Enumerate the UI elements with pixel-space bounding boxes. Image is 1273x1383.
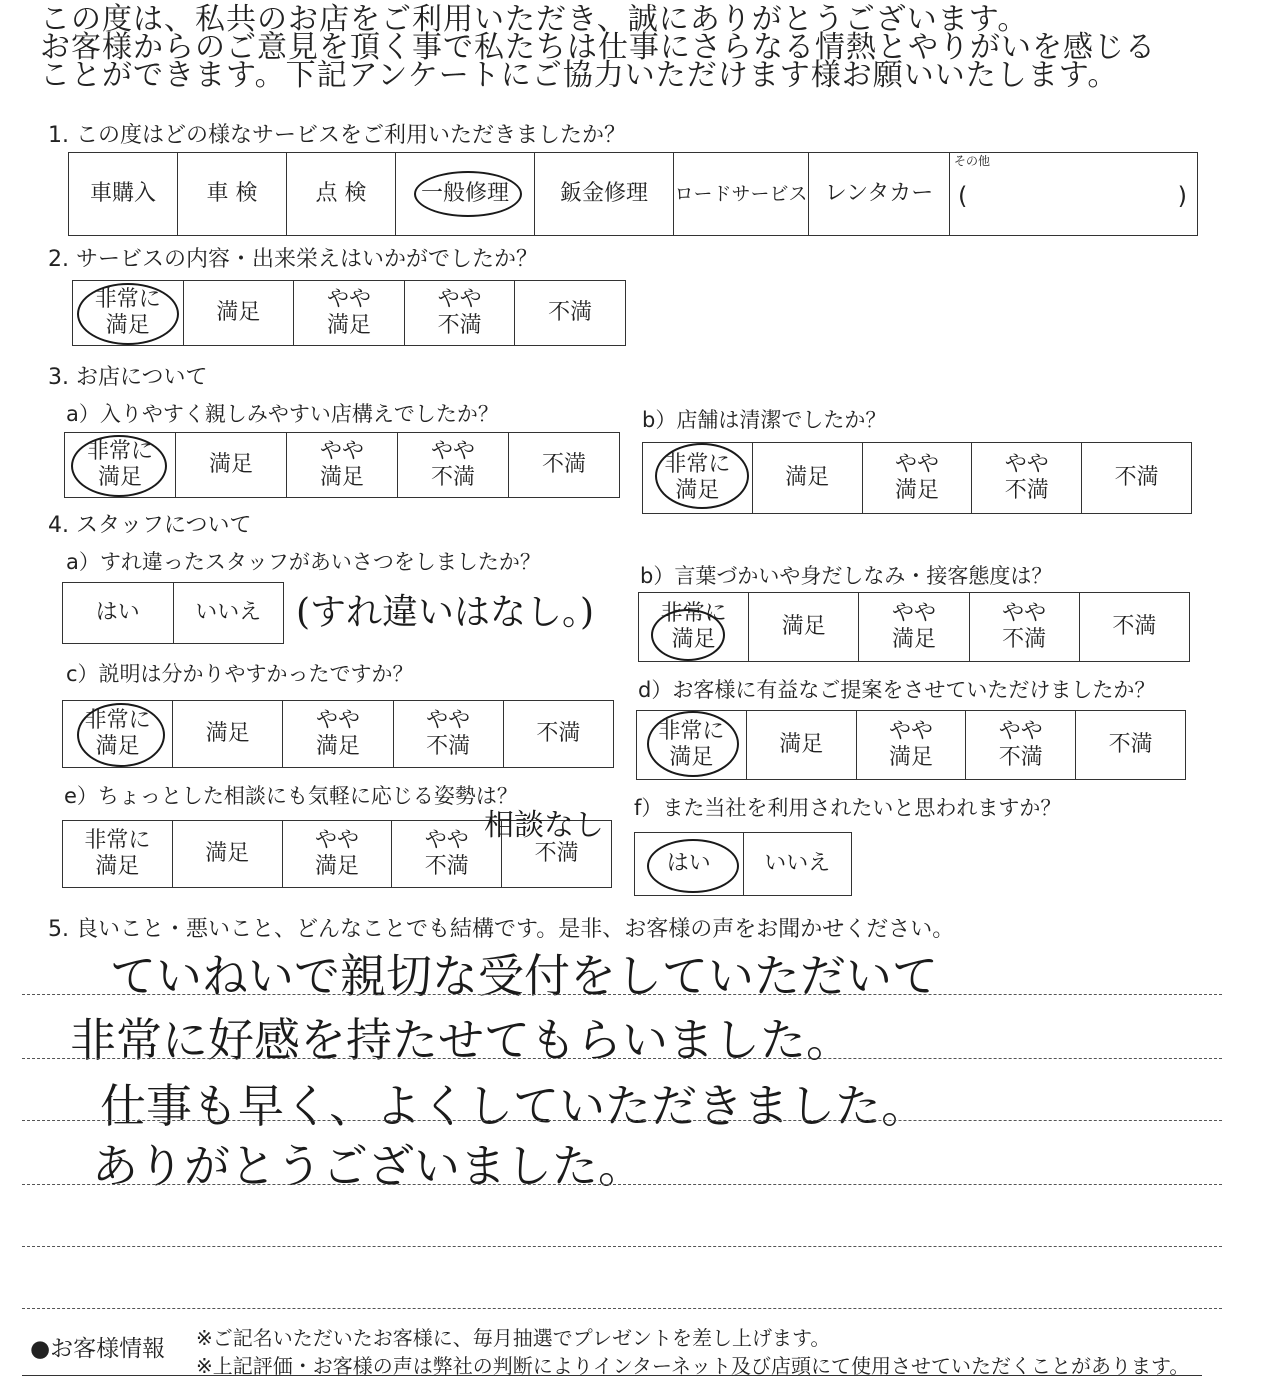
q4d-dissatisfied[interactable]: 不満 — [1076, 711, 1186, 780]
q2-satisfied[interactable]: 満足 — [183, 281, 294, 346]
q4b-dissatisfied[interactable]: 不満 — [1079, 593, 1189, 662]
scale-label: やや — [891, 601, 936, 626]
scale-label: やや — [314, 828, 359, 853]
q4a-options — [62, 582, 284, 644]
q2-very-satisfied[interactable] — [73, 281, 184, 346]
q3b-satisfied[interactable]: 満足 — [752, 443, 862, 514]
scale-label: 非常に — [658, 719, 725, 744]
scale-label: 満足 — [314, 854, 359, 879]
q4f-options — [634, 832, 852, 896]
scale-label: 不満 — [424, 854, 469, 879]
q4b-label: b）言葉づかいや身だしなみ・接客態度は？ — [640, 564, 1053, 588]
q4d-somewhat-satisfied[interactable] — [856, 711, 966, 780]
q4-title: 4. スタッフについて — [48, 513, 252, 538]
q4c-options — [62, 700, 614, 768]
q3-title: 3. お店について — [48, 365, 208, 390]
q3b-label: b）店舗は清潔でしたか？ — [642, 408, 887, 432]
writing-line — [22, 1058, 1222, 1059]
scale-label: やや — [319, 439, 364, 464]
q3b-dissatisfied[interactable]: 不満 — [1082, 443, 1192, 514]
scale-label: 満足 — [105, 313, 150, 338]
scale-label: やや — [998, 719, 1043, 744]
q4d-label: d）お客様に有益なご提案をさせていただけましたか？ — [638, 678, 1156, 702]
q4b-somewhat-satisfied[interactable] — [859, 593, 969, 662]
scale-label: 満足 — [888, 745, 933, 770]
q4b-somewhat-dissatisfied[interactable] — [969, 593, 1079, 662]
scale-label: やや — [426, 708, 471, 733]
scale-label: 非常に — [84, 708, 151, 733]
scale-label: 満足 — [326, 313, 371, 338]
q2-dissatisfied[interactable]: 不満 — [515, 281, 626, 346]
q4a-yes[interactable]: はい — [63, 583, 174, 644]
writing-line — [22, 1308, 1222, 1309]
q4a-label: a）すれ違ったスタッフがあいさつをしましたか？ — [66, 550, 541, 574]
q1-option-road-service[interactable]: ロードサービス — [674, 153, 809, 236]
q4e-satisfied[interactable]: 満足 — [172, 821, 282, 888]
scale-label: 満足 — [319, 465, 364, 490]
q5-title: 5. 良いこと・悪いこと、どんなことでも結構です。是非、お客様の声をお聞かせください。 — [48, 917, 955, 942]
q1-option-check[interactable]: 点 検 — [287, 153, 396, 236]
scale-label: 満足 — [675, 478, 720, 503]
q4d-satisfied[interactable]: 満足 — [746, 711, 856, 780]
q1-other-close: ) — [1177, 182, 1187, 210]
q4a-handwritten-note: (すれ違いはなし。) — [296, 592, 595, 633]
q3a-dissatisfied[interactable]: 不満 — [509, 433, 620, 498]
q4d-very-satisfied[interactable] — [637, 711, 747, 780]
intro-line-1: この度は、私共のお店をご利用いただき、誠にありがとうございます。 — [40, 2, 1029, 37]
q1-option-sheet-metal[interactable]: 鈑金修理 — [535, 153, 674, 236]
q4e-handwritten-note: 相談なし — [484, 808, 604, 843]
scale-label: 非常に — [94, 287, 161, 312]
scale-label: 不満 — [426, 734, 471, 759]
customer-note-1: ※ご記名いただいたお客様に、毎月抽選でプレゼントを差し上げます。 — [196, 1326, 831, 1350]
q4e-very-satisfied[interactable] — [63, 821, 173, 888]
customer-note-2: ※上記評価・お客様の声は弊社の判断によりインターネット及び店頭にて使用させていただくことがあります。 — [196, 1354, 1190, 1378]
q4c-very-satisfied[interactable] — [63, 701, 173, 768]
q4c-dissatisfied[interactable]: 不満 — [503, 701, 613, 768]
scale-label: 満足 — [894, 478, 939, 503]
scale-label: やや — [315, 708, 360, 733]
q4b-satisfied[interactable]: 満足 — [749, 593, 859, 662]
q3b-options — [642, 442, 1192, 514]
scale-label: 非常に — [664, 452, 731, 477]
q2-somewhat-dissatisfied[interactable] — [404, 281, 515, 346]
q3a-options — [64, 432, 620, 498]
scale-label: やや — [430, 439, 475, 464]
q1-option-car-purchase[interactable]: 車購入 — [69, 153, 178, 236]
q4c-somewhat-dissatisfied[interactable] — [393, 701, 503, 768]
q1-other-label: その他 — [954, 154, 991, 168]
scale-label: 非常に — [86, 439, 153, 464]
q5-handwritten-line-2: 非常に好感を持たせてもらいました。 — [70, 1013, 852, 1067]
scale-label: 満足 — [97, 465, 142, 490]
q3b-very-satisfied[interactable] — [643, 443, 753, 514]
customer-table-top-border — [22, 1375, 1202, 1376]
intro-line-2: お客様からのご意見を頂く事で私たちは仕事にさらなる情熱とやりがいを感じる — [40, 30, 1156, 65]
q2-title: 2. サービスの内容・出来栄えはいかがでしたか？ — [48, 247, 538, 272]
q4f-no[interactable]: いいえ — [743, 833, 852, 896]
q4f-label: f）また当社を利用されたいと思われますか？ — [634, 796, 1062, 820]
scale-label: やや — [1004, 452, 1049, 477]
scale-label: やや — [424, 828, 469, 853]
q3a-somewhat-satisfied[interactable] — [287, 433, 398, 498]
intro-text — [40, 2, 1260, 93]
scale-label: 満足 — [315, 734, 360, 759]
q3b-somewhat-dissatisfied[interactable] — [972, 443, 1082, 514]
scale-label: 不満 — [1002, 627, 1047, 652]
q3a-very-satisfied[interactable] — [65, 433, 176, 498]
scale-label: 非常に — [660, 601, 727, 626]
q4f-yes-label: はい — [666, 851, 711, 876]
q5-handwritten-line-1: ていねいで親切な受付をしていただいて — [110, 949, 938, 1003]
scale-label: 不満 — [437, 313, 482, 338]
q1-option-inspection[interactable]: 車 検 — [178, 153, 287, 236]
scale-label: 非常に — [84, 828, 151, 853]
q1-option-other[interactable] — [950, 153, 1198, 236]
q2-options — [72, 280, 626, 346]
scale-label: 不満 — [998, 745, 1043, 770]
q4e-dissatisfied[interactable]: 不満 — [502, 821, 612, 888]
q3a-satisfied[interactable]: 満足 — [176, 433, 287, 498]
q4b-options — [638, 592, 1190, 662]
q4d-options — [636, 710, 1186, 780]
scale-label: 満足 — [669, 745, 714, 770]
scale-label: やや — [326, 287, 371, 312]
q2-somewhat-satisfied[interactable] — [294, 281, 405, 346]
q4c-label: c）説明は分かりやすかったですか？ — [66, 662, 414, 686]
writing-line — [22, 994, 1222, 995]
q3b-somewhat-satisfied[interactable] — [862, 443, 972, 514]
scale-label: 満足 — [891, 627, 936, 652]
q4a-no[interactable]: いいえ — [173, 583, 284, 644]
scale-label: やや — [894, 452, 939, 477]
writing-line — [22, 1246, 1222, 1247]
q1-option-general-repair-label: 一般修理 — [420, 181, 509, 206]
q4c-somewhat-satisfied[interactable] — [283, 701, 393, 768]
q4e-somewhat-satisfied[interactable] — [282, 821, 392, 888]
intro-line-3: ことができます。下記アンケートにご協力いただけます様お願いいたします。 — [40, 58, 1119, 93]
scale-label: 不満 — [430, 465, 475, 490]
scale-label: やや — [437, 287, 482, 312]
q4e-label: e）ちょっとした相談にも気軽に応じる姿勢は？ — [64, 784, 518, 808]
customer-info-label: ●お客様情報 — [30, 1336, 166, 1362]
scale-label: 満足 — [95, 854, 140, 879]
q3a-label: a）入りやすく親しみやすい店構えでしたか？ — [66, 402, 499, 426]
q5-handwritten-line-3: 仕事も早く、よくしていただきました。 — [100, 1079, 928, 1133]
q1-option-general-repair[interactable] — [396, 153, 535, 236]
scale-label: やや — [1002, 601, 1047, 626]
q1-option-rental-car[interactable]: レンタカー — [809, 153, 950, 236]
writing-line — [22, 1184, 1222, 1185]
q1-options — [68, 152, 1198, 236]
q5-handwritten-line-4: ありがとうございました。 — [92, 1139, 644, 1193]
q4f-yes[interactable] — [635, 833, 744, 896]
scale-label: 満足 — [95, 734, 140, 759]
scale-label: 不満 — [1004, 478, 1049, 503]
q1-other-open: ( — [958, 182, 968, 210]
q4c-satisfied[interactable]: 満足 — [173, 701, 283, 768]
q4b-very-satisfied[interactable] — [639, 593, 749, 662]
q4d-somewhat-dissatisfied[interactable] — [966, 711, 1076, 780]
writing-line — [22, 1120, 1222, 1121]
scale-label: やや — [888, 719, 933, 744]
q1-title: 1. この度はどの様なサービスをご利用いただきましたか？ — [48, 123, 626, 148]
q3a-somewhat-dissatisfied[interactable] — [398, 433, 509, 498]
scale-label: 満足 — [671, 627, 716, 652]
